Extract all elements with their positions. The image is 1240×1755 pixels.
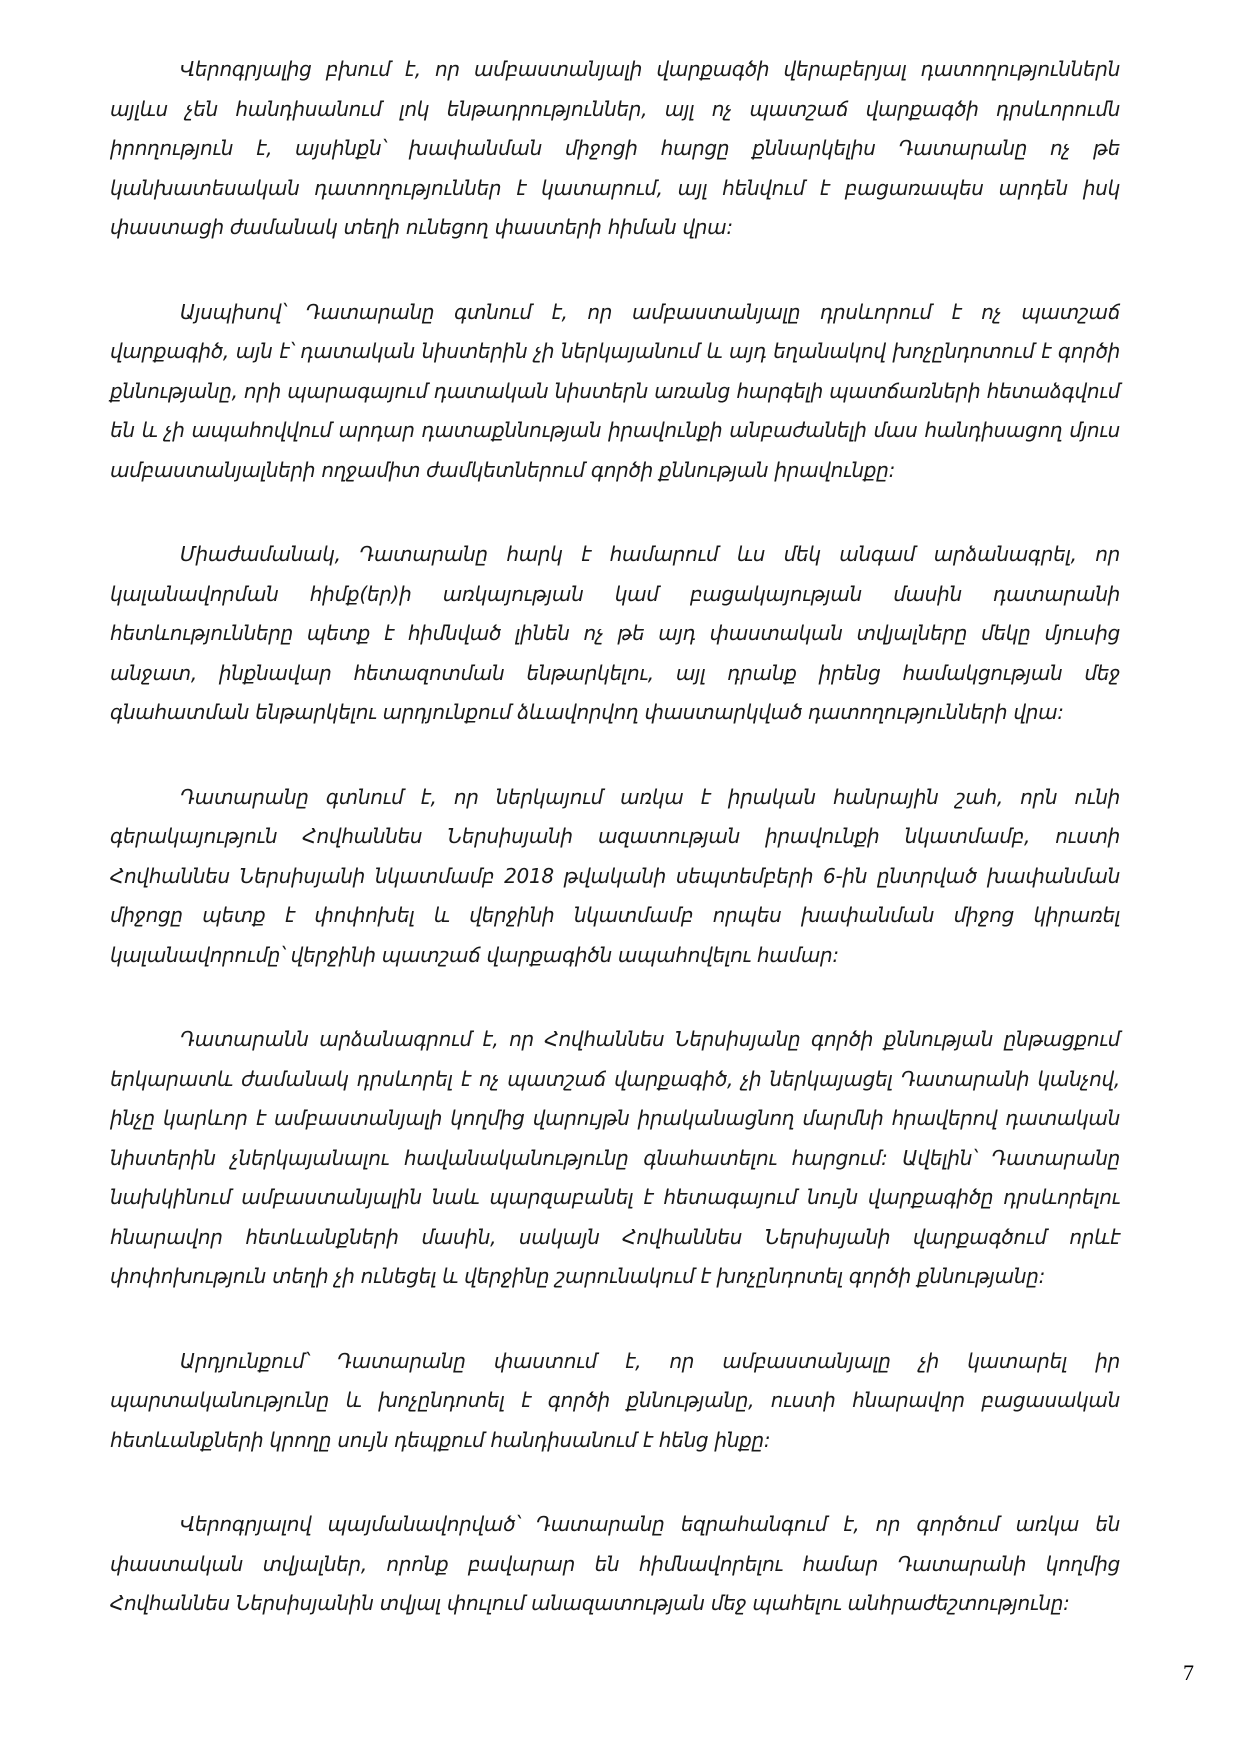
paragraph-7: Վերոգրյալով պայմանավորված՝ Դատարանը եզրահանգում է, որ գործում առկա են փաստական տվյալներ, որոնք բավարար են հիմնավորելու համար Դատարանի կողմից Հովհաննես Ներսիսյանին տվյալ փուլում անազատության մեջ պահելու անհրաժեշտությունը: — [110, 1512, 1120, 1615]
paragraph-4: Դատարանը գտնում է, որ ներկայում առկա է իրական հանրային շահ, որն ունի գերակայություն Հովհաննես Ներսիսյանի ազատության իրավունքի նկատմամբ, ուստի Հովհաննես Ներսիսյանի նկատմամբ 2018 թվականի սեպտեմբերի 6-ին ընտրված խափանման միջոցը պետք է փոփոխել և վերջինի նկատմամբ որպես խափանման միջոց կիրառել կալանավորումը՝ վերջինի պատշաճ վարքագիծն ապահովելու համար: — [110, 784, 1120, 967]
page-number: 7 — [1183, 1660, 1194, 1685]
paragraph-3: Միաժամանակ, Դատարանը հարկ է համարում ևս մեկ անգամ արձանագրել, որ կալանավորման հիմք(եր)ի առկայության կամ բացակայության մասին դատարանի հետևությունները պետք է հիմնված լինեն ոչ թե այդ փաստական տվյալները մեկը մյուսից անջատ, ինքնավար հետազոտման ենթարկելու, այլ դրանք իրենց համակցության մեջ գնահատման ենթարկելու արդյունքում ձևավորվող փաստարկված դատողությունների վրա: — [110, 542, 1120, 724]
paragraph-2: Այսպիսով՝ Դատարանը գտնում է, որ ամբաստանյալը դրսևորում է ոչ պատշաճ վարքագիծ, այն է՝ դատական նիստերին չի ներկայանում և այդ եղանակով խոչընդոտում է գործի քննությանը, որի պարագայում դատական նիստերն առանց հարգելի պատճառների հետաձգվում են և չի ապահովվում արդար դատաքննության իրավունքի անբաժանելի մաս հանդիսացող մյուս ամբաստանյալների ողջամիտ ժամկետներում գործի քննության իրավունքը: — [110, 299, 1120, 482]
paragraph-5: Դատարանն արձանագրում է, որ Հովհաննես Ներսիսյանը գործի քննության ընթացքում երկարատև ժամանակ դրսևորել է ոչ պատշաճ վարքագիծ, չի ներկայացել Դատարանի կանչով, ինչը կարևոր է ամբաստանյալի կողմից վարույթն իրականացնող մարմնի հրավերով դատական նիստերին չներկայանալու հավանականությունը գնահատելու հարցում: Ավելին՝ Դատարանը նախկինում ամբաստանյալին նաև պարզաբանել է հետագայում նույն վարքագիծը դրսևորելու հնարավոր հետևանքների մասին, սակայն Հովհաննես Ներսիսյանի վարքագծում որևէ փոփոխություն տեղի չի ունեցել և վերջինը շարունակում է խոչընդոտել գործի քննությանը: — [110, 1027, 1120, 1288]
paragraph-6: Արդյունքում՝ Դատարանը փաստում է, որ ամբաստանյալը չի կատարել իր պարտականությունը և խոչընդոտել է գործի քննությանը, ուստի հնարավոր բացասական հետևանքների կրողը սույն դեպքում հանդիսանում է հենց ինքը: — [110, 1348, 1120, 1452]
paragraph-1: Վերոգրյալից բխում է, որ ամբաստանյալի վարքագծի վերաբերյալ դատողություններն այլևս չեն հանդիսանում լոկ ենթադրություններ, այլ ոչ պատշաճ վարքագծի դրսևորումն իրողություն է, այսինքն՝ խափանման միջոցի հարցը քննարկելիս Դատարանը ոչ թե կանխատեսական դատողություններ է կատարում, այլ հենվում է բացառապես արդեն իսկ փաստացի ժամանակ տեղի ունեցող փաստերի հիման վրա: — [110, 57, 1120, 239]
document-page — [110, 50, 1120, 1669]
